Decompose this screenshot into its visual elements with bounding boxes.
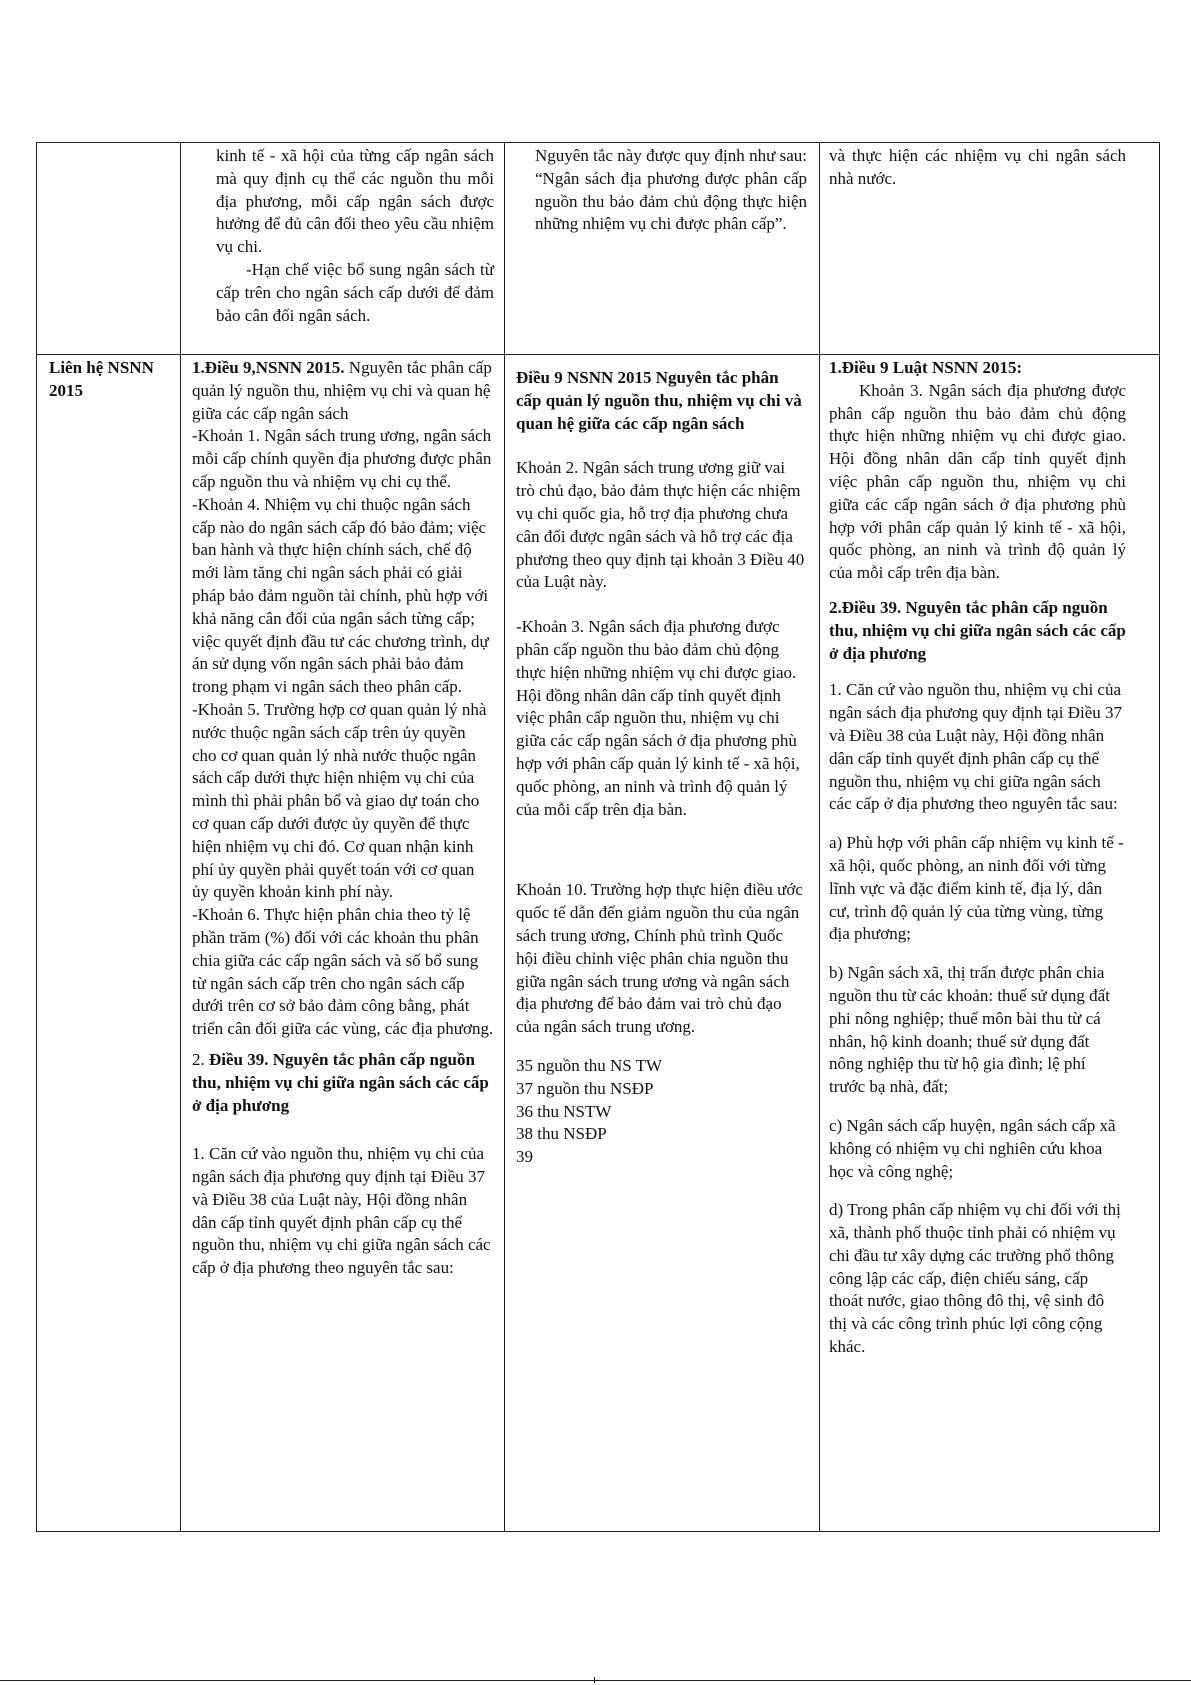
row1-col2-paragraph: -Hạn chế việc bổ sung ngân sách từ cấp trên cho ngân sách cấp dưới để đảm bảo cân đối ngân sách. [216, 259, 494, 325]
clause-4: -Khoản 4. Nhiệm vụ chi thuộc ngân sách cấp nào do ngân sách cấp đó bảo đảm; việc ban hành và thực hiện chính sách, chế độ mới làm tăng chi ngân sách phải có giải pháp bảo đảm nguồn tài chính, phù hợp với khả năng cân đối của ngân sách từng cấp; việc quyết định đầu tư các chương trình, dự án sử dụng vốn ngân sách phải bảo đảm trong phạm vi ngân sách theo phân cấp. [192, 494, 489, 697]
row1-col4-paragraph: và thực hiện các nhiệm vụ chi ngân sách nhà nước. [829, 146, 1126, 188]
article39-heading: Điều 39. Nguyên tắc phân cấp nguồn thu, nhiệm vụ chi giữa ngân sách các cấp ở địa phương [192, 1049, 489, 1115]
note-line: 36 thu NSTW [516, 1101, 612, 1121]
article9-heading: 1.Điều 9,NSNN 2015. [192, 358, 345, 377]
article39-heading: 2.Điều 39. Nguyên tắc phân cấp nguồn thu, nhiệm vụ chi giữa ngân sách các cấp ở địa phương [829, 597, 1126, 663]
row2-label: Liên hệ NSNN 2015 [49, 358, 154, 400]
clause-2: Khoản 2. Ngân sách trung ương giữ vai trò chủ đạo, bảo đảm thực hiện các nhiệm vụ chi quốc gia, hỗ trợ địa phương chưa cân đối được ngân sách và hỗ trợ các địa phương theo quy định tại khoản 3 Điều 40 của Luật này. [516, 458, 805, 592]
clause-1: -Khoản 1. Ngân sách trung ương, ngân sách mỗi cấp chính quyền địa phương được phân cấp nguồn thu và nhiệm vụ chi cụ thể. [192, 426, 492, 491]
article39-paragraph: 1. Căn cứ vào nguồn thu, nhiệm vụ chi của ngân sách địa phương quy định tại Điều 37 và Điều 38 của Luật này, Hội đồng nhân dân cấp tỉnh quyết định phân cấp cụ thể nguồn thu, nhiệm vụ chi giữa ngân sách các cấp ở địa phương theo nguyên tắc sau: [829, 680, 1122, 814]
article9-title: Điều 9 NSNN 2015 Nguyên tắc phân cấp quản lý nguồn thu, nhiệm vụ chi và quan hệ giữa các cấp ngân sách [516, 368, 802, 433]
clause-10: Khoản 10. Trường hợp thực hiện điều ước quốc tế dẫn đến giảm nguồn thu của ngân sách trung ương, Chính phủ trình Quốc hội điều chỉnh việc phân chia nguồn thu giữa ngân sách trung ương và ngân sách địa phương để bảo đảm vai trò chủ đạo của ngân sách trung ương. [516, 880, 803, 1037]
row2-col4-cell [819, 357, 1160, 1359]
row1-col4-cell [819, 145, 1160, 191]
article9-heading-text: Nguyên tắc phân cấp quản lý nguồn thu, nhiệm vụ chi và quan hệ giữa các cấp ngân sách [192, 358, 492, 423]
row-divider [37, 354, 1159, 355]
row1-col3-paragraph: Nguyên tắc này được quy định như sau: “Ngân sách địa phương được phân cấp nguồn thu bảo đảm chủ động thực hiện những nhiệm vụ chi được phân cấp”. [535, 146, 807, 234]
clause-3: -Khoản 3. Ngân sách địa phương được phân cấp nguồn thu bảo đảm chủ động thực hiện những nhiệm vụ chi được giao. Hội đồng nhân dân cấp tỉnh quyết định việc phân cấp nguồn thu, nhiệm vụ chi giữa các cấp ngân sách ở địa phương phù hợp với phân cấp quản lý kinh tế - xã hội, quốc phòng, an ninh và trình độ quản lý của mỗi cấp trên địa bàn. [516, 617, 800, 819]
footer-rule-tick [594, 1677, 595, 1683]
clause-5: -Khoản 5. Trường hợp cơ quan quản lý nhà nước thuộc ngân sách cấp trên ủy quyền cho cơ quan quản lý nhà nước thuộc ngân sách cấp dưới thực hiện nhiệm vụ chi của mình thì phải phân bổ và giao dự toán cho cơ quan cấp dưới được ủy quyền để thực hiện nhiệm vụ chi đó. Cơ quan nhận kinh phí ủy quyền phải quyết toán với cơ quan ủy quyền khoản kinh phí này. [192, 699, 487, 902]
row1-col3-cell [504, 145, 819, 236]
row2-col3-cell [504, 367, 819, 1169]
comparison-table [36, 142, 1160, 1532]
note-line: 37 nguồn thu NSĐP [516, 1078, 654, 1098]
item-a: a) Phù hợp với phân cấp nhiệm vụ kinh tế - xã hội, quốc phòng, an ninh đối với từng lĩnh vực và đặc điểm kinh tế, địa lý, dân cư, trình độ quản lý của từng vùng, từng địa phương; [829, 833, 1124, 944]
item-c: c) Ngân sách cấp huyện, ngân sách cấp xã không có nhiệm vụ chi nghiên cứu khoa học và công nghệ; [829, 1115, 1116, 1181]
row2-col2-cell [180, 357, 504, 1280]
clause-3: Khoản 3. Ngân sách địa phương được phân cấp nguồn thu bảo đảm chủ động thực hiện những nhiệm vụ chi được giao. Hội đồng nhân dân cấp tỉnh quyết định việc phân cấp nguồn thu, nhiệm vụ chi giữa các cấp ngân sách ở địa phương phù hợp với phân cấp quản lý kinh tế - xã hội, quốc phòng, an ninh và trình độ quản lý của mỗi cấp trên địa bàn. [829, 380, 1126, 583]
row1-col2-paragraph: kinh tế - xã hội của từng cấp ngân sách mà quy định cụ thể các nguồn thu mỗi địa phương, mỗi cấp ngân sách được hưởng để đủ cân đối theo yêu cầu nhiệm vụ chi. [216, 146, 494, 257]
item-b: b) Ngân sách xã, thị trấn được phân chia nguồn thu từ các khoản: thuế sử dụng đất phi nông nghiệp; thuế môn bài thu từ cá nhân, hộ kinh doanh; thuế sử dụng đất nông nghiệp thu từ hộ gia đình; lệ phí trước bạ nhà, đất; [829, 963, 1110, 1097]
note-line: 39 [516, 1147, 533, 1167]
row1-col2-cell [180, 145, 504, 327]
article39-paragraph: 1. Căn cứ vào nguồn thu, nhiệm vụ chi của ngân sách địa phương quy định tại Điều 37 và Điều 38 của Luật này, Hội đồng nhân dân cấp tỉnh quyết định phân cấp cụ thể nguồn thu, nhiệm vụ chi giữa ngân sách các cấp ở địa phương theo nguyên tắc sau: [192, 1144, 491, 1278]
clause-6: -Khoản 6. Thực hiện phân chia theo tỷ lệ phần trăm (%) đối với các khoản thu phân chia giữa các cấp ngân sách và số bổ sung từ ngân sách cấp trên cho ngân sách cấp dưới trên cơ sở bảo đảm công bằng, phát triển cân đối giữa các vùng, các địa phương. [192, 905, 494, 1039]
row2-label-cell [37, 357, 180, 403]
note-line: 38 thu NSĐP [516, 1124, 607, 1144]
footer-rule [0, 1680, 1191, 1681]
law-heading: 1.Điều 9 Luật NSNN 2015: [829, 358, 1023, 377]
article39-number: 2. [192, 1049, 209, 1069]
note-line: 35 nguồn thu NS TW [516, 1055, 663, 1075]
item-d: d) Trong phân cấp nhiệm vụ chi đối với thị xã, thành phố thuộc tỉnh phải có nhiệm vụ chi đầu tư xây dựng các trường phổ thông công lập các cấp, điện chiếu sáng, cấp thoát nước, giao thông đô thị, vệ sinh đô thị và các công trình phúc lợi công cộng khác. [829, 1200, 1121, 1357]
